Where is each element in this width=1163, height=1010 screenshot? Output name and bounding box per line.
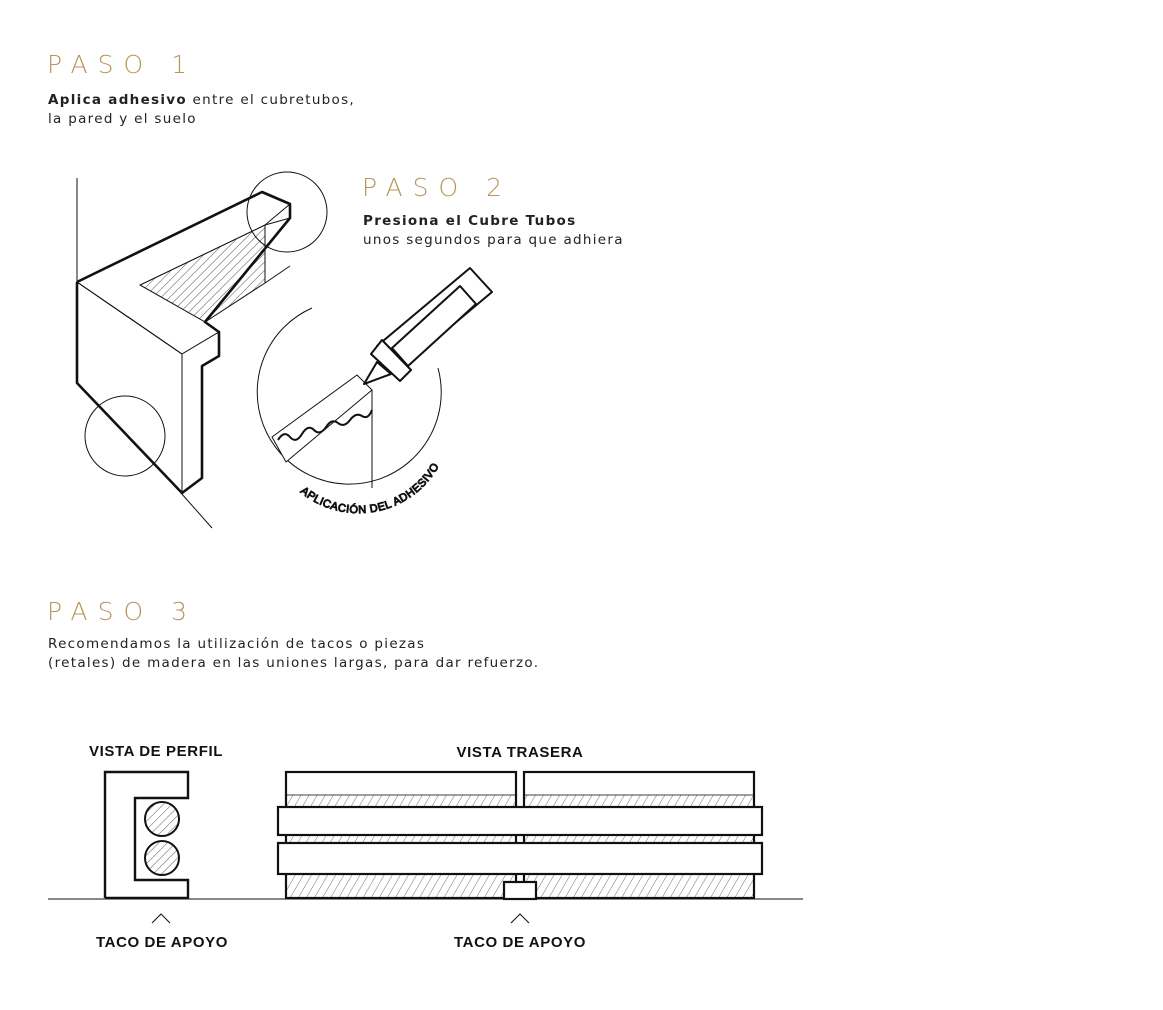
step-3-line2: (retales) de madera en las uniones largas, para dar refuerzo. bbox=[48, 655, 540, 671]
corner-cover-illustration bbox=[77, 172, 327, 528]
adhesive-application-label bbox=[298, 461, 442, 516]
profile-view-label: VISTA DE PERFIL bbox=[88, 743, 224, 760]
pipe-circle-top bbox=[145, 802, 179, 836]
profile-view-illustration bbox=[89, 743, 228, 951]
step-2-line2: unos segundos para que adhiera bbox=[363, 232, 624, 248]
back-view-label: VISTA TRASERA bbox=[456, 744, 584, 761]
support-label-left: TACO DE APOYO bbox=[96, 934, 228, 951]
pipe-bar-top bbox=[278, 807, 762, 835]
adhesive-application-illustration bbox=[257, 268, 492, 516]
step-1-title: PASO 1 bbox=[47, 50, 197, 79]
caulk-gun-icon bbox=[364, 268, 492, 384]
support-arrow-right bbox=[511, 914, 529, 923]
step-1-text-rest: entre el cubretubos, bbox=[186, 92, 356, 108]
step-2-title: PASO 2 bbox=[362, 173, 512, 202]
support-label-right: TACO DE APOYO bbox=[454, 934, 586, 951]
pipe-bar-bottom bbox=[278, 843, 762, 874]
step-1-bold: Aplica adhesivo bbox=[48, 92, 187, 108]
adhesive-application-label-path: APLICACIÓN DEL ADHESIVO bbox=[298, 460, 442, 517]
support-block bbox=[504, 882, 536, 899]
support-arrow-left bbox=[152, 914, 170, 923]
step-3-line1: Recomendamos la utilización de tacos o piezas bbox=[48, 636, 426, 652]
step-2-bold: Presiona el Cubre Tubos bbox=[363, 213, 577, 229]
step-1-line2: la pared y el suelo bbox=[48, 111, 197, 127]
step-3-title: PASO 3 bbox=[47, 597, 197, 626]
pipe-circle-bottom bbox=[145, 841, 179, 875]
